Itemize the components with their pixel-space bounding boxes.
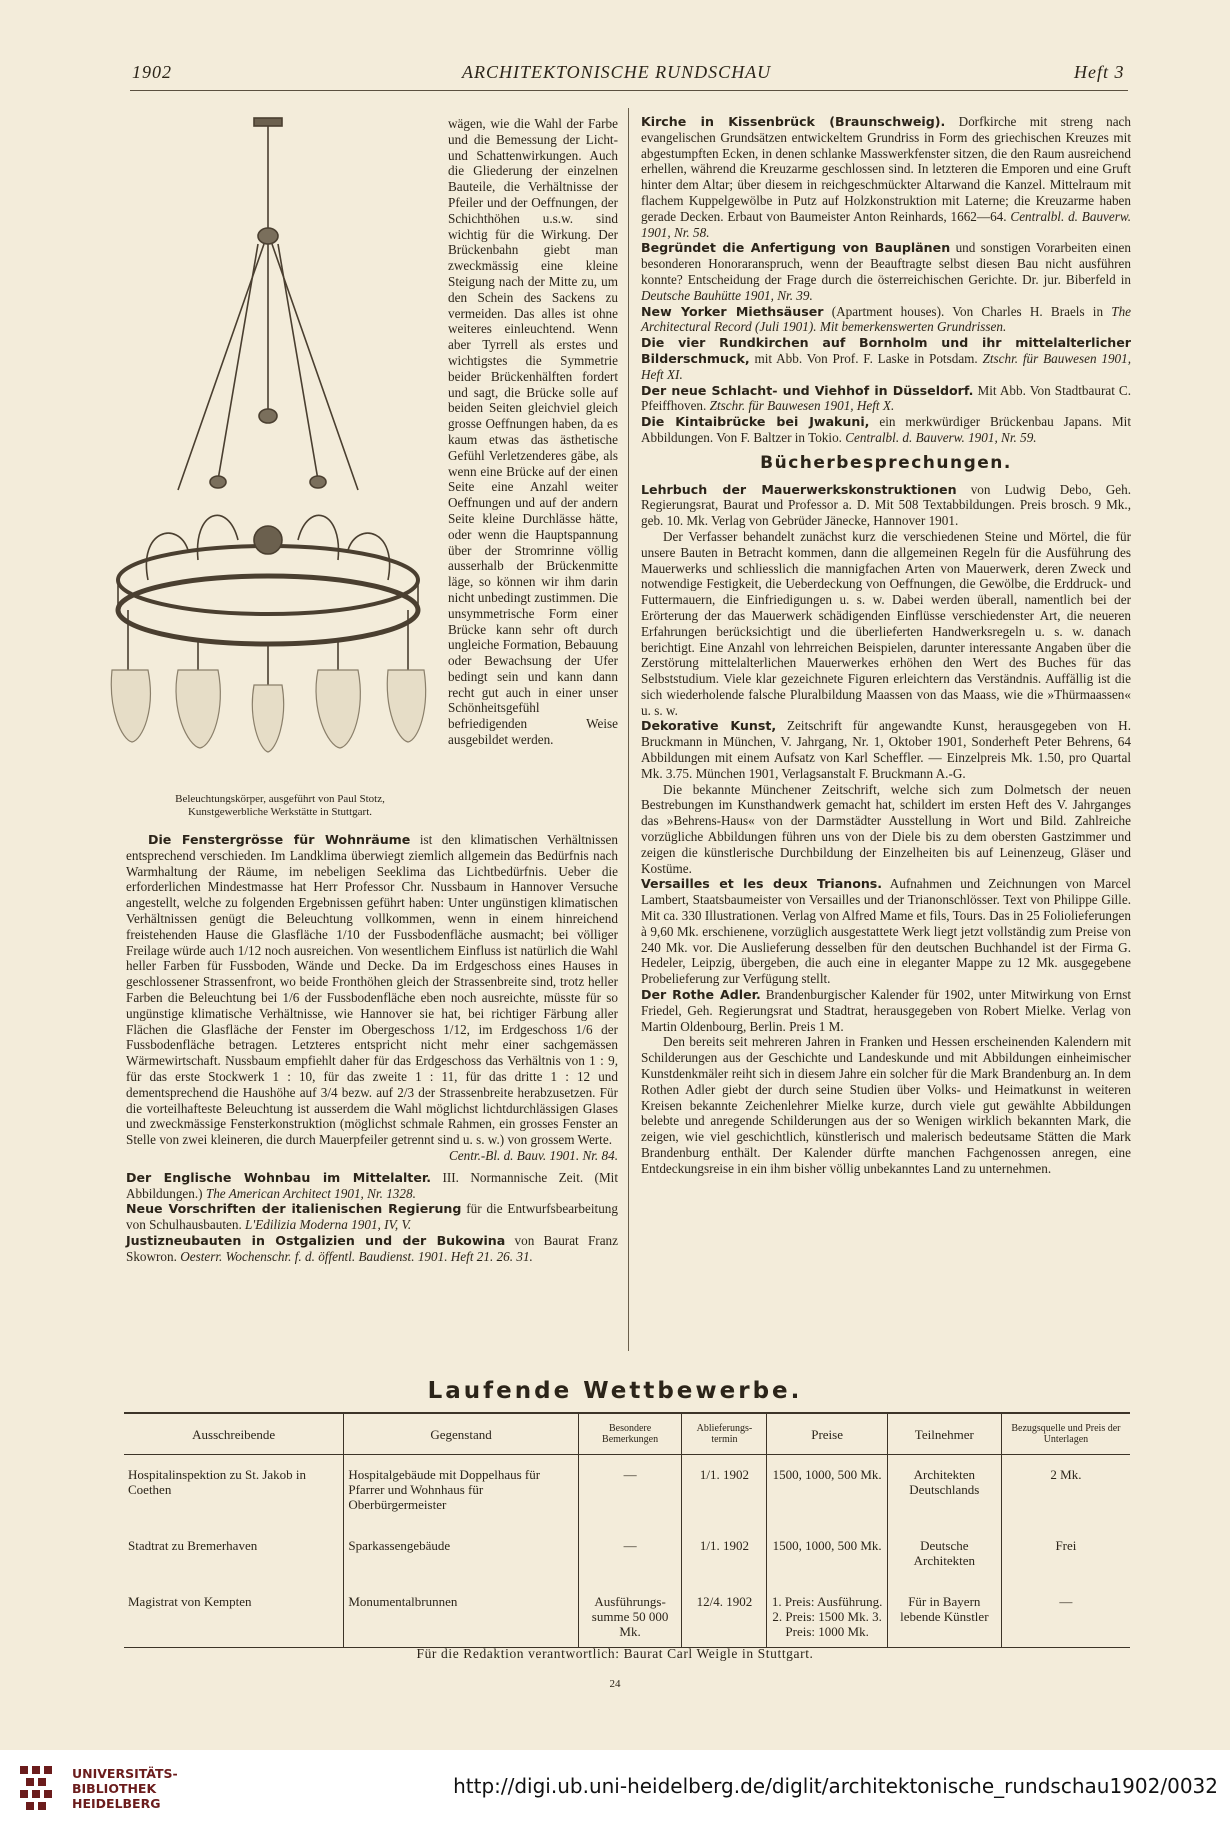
book-mauerwerk-review: Der Verfasser behandelt zunächst kurz die verschiedenen Steine und Mörtel, die für unsere Bauten in Betracht kommen, dann die allgemeinen Regeln für die Ausführung des Mauerwerks und schliesslich die mannigfachen Arten von Mauerwerk, deren Zweck und notwendige Festigkeit, die Ueberdeckung von Oeffnungen, die Gewölbe, die Erddruck- und Futtermauern, die Einfriedigungen u. s. w. Dabei werden überall, namentlich bei der Erörterung der das Mauerwerk schädigenden Einflüsse verschiedenster Art, die neueren Erfahrungen berücksichtigt und die überlieferten Handwerksregeln u. s. w. danach berichtigt. Eine Anzahl von lehrreichen Beispielen, darunter interessante Angaben über die Zerstörung mittelalterlichen Mauerwerkes erhöhen den Wert des Buches für das Selbststudium. Viele klar gezeichnete Figuren erleichtern das Verständnis. Auffällig ist die sich wiederholende falsche Pluralbildung Maassen von das Maass, wie die »Thürmaassen« u. s. w.: [641, 528, 1131, 718]
bridge-article-continuation: wägen, wie die Wahl der Farbe und die Bemessung der Licht- und Schattenwirkungen. Auch die Gliederung der einzelnen Bauteile, die Verhältnisse der Pfeiler und der Oeffnungen, der Schichthöhen u.s.w. sind wichtig für die Wirkung. Der Brückenbahn giebt man zweckmässig eine kleine Steigung nach der Mitte zu, um den Schein des Sackens zu vermeiden. Das alles ist ohne weiteres einleuchtend. Wenn aber Tyrrell als erstes und wichtigstes die Symmetrie beider Brückenhälften fordert und sagt, die Brücke solle auf beiden Seiten gleichviel gleich grosse Oeffnungen haben, da es kaum etwas das ästhetische Gefühl Verletzenderes gäbe, als wenn eine Brücke auf der einen Seite eine Anzahl weiter Oeffnungen und auf der andern Seite kleine Durchlässe hätte, oder wenn die Hauptspannung über der Stromrinne völlig ausserhalb der Brückenmitte läge, so können wir ihm darin nicht unbedingt zustimmen. Die unsymmetrische Form einer Brücke kann sehr oft durch ungleiche Formation, Bebauung oder Bewachsung der Ufer bedingt sein und kann dann recht gut auch in einer unser Schönheitsgefühl befriedigenden Weise ausgebildet werden.: [448, 116, 618, 748]
table-header-row: [124, 1413, 1130, 1455]
col-header-termin: Ablieferungs-termin: [682, 1413, 767, 1455]
book-mauerwerk: Lehrbuch der Mauerwerkskonstruktionen von Ludwig Debo, Geh. Regierungsrat, Baurat und Professor a. D. Mit 508 Textabbildungen. Preis brosch. 9 Mk., geb. 10. Mk. Verlag von Gebrüder Jänecke, Hannover 1901.: [641, 481, 1132, 529]
right-entry-bornholm: Die vier Rundkirchen auf Bornholm und ihr mittelalterlicher Bilderschmuck, mit Abb. Von Prof. F. Laske in Potsdam. Ztschr. für Bauwesen 1901, Heft XI.: [641, 335, 1132, 382]
right-entry-bauplaene: Begründet die Anfertigung von Bauplänen und sonstigen Vorarbeiten einen besonderen Honoraranspruch, wenn der Beauftragte selbst diesen Bau nicht ausführen konnte? Entscheidung der Frage durch die österreichischen Gerichte. Dr. jur. Biberfeld in Deutsche Bauhütte 1901, Nr. 39.: [641, 240, 1131, 303]
table-row: Hospitalinspektion zu St. Jakob in Coethen Hospitalgebäude mit Doppelhaus für Pfarrer und Wohnhaus für Oberbürgermeister — 1/1. 1902 1500, 1000, 500 Mk. Architekten Deutschlands 2 Mk.: [124, 1455, 1130, 1539]
right-entry-kissenbrueck: Kirche in Kissenbrück (Braunschweig). Dorfkirche mit streng nach evangelischen Grundsätzen entwickeltem Grundriss in Form des griechischen Kreuzes mit abgestumpften Ecken, in denen schlanke Masswerkfenster sitzen, die den Raum ausreichend erhellen, während die Kreuzarme geschlossen sind. In letzteren die Emporen und eine Gruft hinter dem Altar; über diesem in reichgeschmückter Altarwand die Kanzel. Mittelraum mit flachem Kuppelgewölbe in Putz auf Holzkonstruktion mit Laterne; die Kreuzarme haben gerade Decken. Erbaut von Baumeister Anton Reinhards, 1662—64. Centralbl. d. Bauverw. 1901, Nr. 58.: [641, 114, 1132, 240]
left-column-lower: [126, 832, 618, 1265]
window-size-source: Centr.-Bl. d. Bauv. 1901. Nr. 84.: [449, 1147, 618, 1163]
right-entry-kintai: Die Kintaibrücke bei Jwakuni, ein merkwürdiger Brückenbau Japans. Mit Abbildungen. Von F. Baltzer in Tokio. Centralbl. d. Bauverw. 1901, Nr. 59.: [641, 414, 1132, 445]
library-logo-icon: [16, 1760, 60, 1820]
col-header-preise: Preise: [767, 1413, 887, 1455]
col-header-ausschreibende: Ausschreibende: [124, 1413, 344, 1455]
editor-note: Für die Redaktion verantwortlich: Baurat Carl Weigle in Stuttgart.: [416, 1646, 814, 1661]
window-size-article: [126, 832, 618, 1148]
col-header-bemerkungen: Besondere Bemerkungen: [578, 1413, 682, 1455]
right-entry-new-york: New Yorker Miethsäuser (Apartment houses). Von Charles H. Braels in The Architectural Record (Juli 1901). Mit bemerkenswerten Grundrissen.: [641, 303, 1132, 335]
left-entry-italian-regulations: Neue Vorschriften der italienischen Regierung für die Entwurfsbearbeitung von Schulhausbauten. L'Edilizia Moderna 1901, IV, V.: [126, 1201, 618, 1233]
library-footer-bar: [0, 1750, 1230, 1830]
window-size-text: ist den klimatischen Verhältnissen entsprechend verschieden. Im Landklima überwiegt ziemlich allgemein das Bedürfnis nach Warmhaltung der Räume, im nebeligen Seeklima das Lichtbedürfnis. Ueber die erforderlichen Mindestmasse hat Herr Professor Chr. Nussbaum in Hannover Versuche angestellt, welche zu folgenden Ergebnissen geführt haben: Unter ungünstigen klimatischen Verhältnissen genügt die Beleuchtung vollkommen, wenn in einem hinreichend freistehenden Hause die Glasfläche 1/10 der Fussbodenfläche ausmacht; bei völliger Freilage würde auch 1/12 noch ausreichen. Von wesentlichem Einfluss ist natürlich die Wahl heller Farben für Fussboden, Wände und Decke. Da im Erdgeschoss eines Hauses in geschlossener Strassenfront, wo beide Fronthöhen gleich der Strassenbreite sind, trotz heller Farben die Beleuchtung bei 1/6 der Fussbodenfläche eben noch ausreichte, müsste für so ungünstige klimatische Verhältnisse, wie Hannover sie hat, bei richtiger Färbung aller Flächen die Glasfläche der Fenster im Obergeschoss 1/12, im Erdgeschoss 1/6 der Fussbodenfläche betragen. Letzteres entspricht nicht mehr einer sachgemässen Wärmewirtschaft. Nussbaum empfiehlt daher für das Erdgeschoss das Verhältnis von 1 : 9, für das erste Stockwerk 1 : 10, für das zweite 1 : 11, für das dritte 1 : 12 und dementsprechend die Haushöhe auf 3/4 bezw. auf 2/3 der Strassenbreite herabzusetzen. Für die vorteilhafteste Beleuchtung ist ausserdem die Wahl möglichst lichtdurchlässigen Glases und zweckmässige Fensterkonstruktion (möglichst schmale Rahmen, ein grosses Fenster an Stelle von zwei kleineren, die durch Mauerpfeiler getrennt sind u. s. w.) von grossem Werte.: [126, 832, 619, 1148]
table-row: Magistrat von Kempten Monumentalbrunnen Ausführungs-summe 50 000 Mk. 12/4. 1902 1. Preis: Ausführung. 2. Preis: 1500 Mk. 3. Preis: 1000 Mk. Für in Bayern lebende Künstler —: [124, 1594, 1130, 1648]
window-size-title: Die Fenstergrösse für Wohnräume: [148, 832, 411, 847]
column-divider: [628, 108, 629, 1351]
book-rothe-adler-review: Den bereits seit mehreren Jahren in Franken und Hessen erscheinenden Kalendern mit Schilderungen aus der Geschichte und Landeskunde und mit Abbildungen einheimischer Kunstdenkmäler reiht sich in diesem Jahre ein solcher für die Mark Brandenburg an. In dem Rothen Adler giebt der durch seine Studien über Volks- und Heimatkunst in weiteren Kreisen bekannte Zeichenlehrer Mielke kurze, durch viele gut gewählte Abbildungen belebte und anregende Schilderungen aus der so Wenigen wirklich bekannten Mark, die zeigen, wie viel geschichtlich, künstlerisch und malerisch bedeutsame Stätten die Mark Brandenburg enthält. Der Kalender dürfte manchen Fachgenossen anregen, eine Entdeckungsreise in ein ihm bisher völlig unbekanntes Land zu unternehmen.: [641, 1034, 1131, 1176]
right-column: [641, 114, 1131, 1177]
header-journal: ARCHITEKTONISCHE RUNDSCHAU: [462, 62, 772, 82]
book-rothe-adler: Der Rothe Adler. Brandenburgischer Kalender für 1902, unter Mitwirkung von Ernst Friedel, Geh. Regierungsrat und Stadtrat, herausgegeben von Robert Mielke. Verlag von Martin Oldenbourg, Berlin. Preis 1 M.: [641, 987, 1132, 1034]
book-dekorative-kunst: Dekorative Kunst, Zeitschrift für angewandte Kunst, herausgegeben von H. Bruckmann in München, V. Jahrgang, Nr. 1, Oktober 1901, Sonderheft Peter Behrens, 64 Abbildungen mit einem Aufsatz von Karl Scheffler. — Einzelpreis Mk. 1.50, pro Quartal Mk. 3.75. München 1901, Verlagsanstalt F. Bruckmann A.-G.: [641, 718, 1131, 781]
left-entry-justice-buildings: Justizneubauten in Ostgalizien und der Bukowina von Baurat Franz Skowron. Oesterr. Wochenschr. f. d. öffentl. Baudienst. 1901. Heft 21. 26. 31.: [126, 1232, 619, 1264]
competitions-table: [124, 1412, 1130, 1648]
right-entry-duesseldorf: Der neue Schlacht- und Viehhof in Düsseldorf. Mit Abb. Von Stadtbaurat C. Pfeiffhoven. Ztschr. für Bauwesen 1901, Heft X.: [641, 382, 1132, 414]
competitions-title: Laufende Wettbewerbe.: [427, 1378, 803, 1404]
col-header-teilnehmer: Teilnehmer: [887, 1413, 1001, 1455]
page-number: 24: [609, 1678, 621, 1690]
left-entry-english-housing: Der Englische Wohnbau im Mittelalter. III. Normannische Zeit. (Mit Abbildungen.) The American Architect 1901, Nr. 1328.: [126, 1169, 618, 1201]
header-rule: [130, 90, 1128, 91]
book-dekorative-kunst-review: Die bekannte Münchener Zeitschrift, welche sich zum Dolmetsch der neuen Bestrebungen im Kunsthandwerk gemacht hat, schildert im ersten Heft des V. Jahrganges das »Behrens-Haus« von der Darmstädter Ausstellung in Wort und Bild. Zahlreiche vorzügliche Abbildungen führen uns von der Diele bis zu dem obersten Gastzimmer und zeigen die künstlerische Durchbildung der Einzelheiten bis auf Leinenzeug, Gläser und Kostüme.: [641, 781, 1131, 876]
illustration-caption: Beleuchtungskörper, ausgeführt von Paul Stotz, Kunstgewerbliche Werkstätte in Stuttgart.: [175, 793, 385, 818]
chandelier-illustration: [108, 110, 442, 782]
col-header-bezugsquelle: Bezugsquelle und Preis der Unterlagen: [1001, 1413, 1130, 1455]
col-header-gegenstand: Gegenstand: [344, 1413, 578, 1455]
table-row: Stadtrat zu Bremerhaven Sparkassengebäude — 1/1. 1902 1500, 1000, 500 Mk. Deutsche Architekten Frei: [124, 1538, 1130, 1594]
library-name: UNIVERSITÄTS- BIBLIOTHEK HEIDELBERG: [72, 1766, 178, 1811]
book-versailles: Versailles et les deux Trianons. Aufnahmen und Zeichnungen von Marcel Lambert, Staatsbaumeister von Versailles und der Trianonschlösser. Text von Philippe Gille. Mit ca. 330 Illustrationen. Verlag von Alfred Mame et fils, Tours. Das in 25 Foliolieferungen à 9,60 Mk. erschienene, vorzüglich ausgestattete Werk liegt jetzt vollständig zum Preise von 240 Mk. vor. Die Auslieferung desselben für den deutschen Buchhandel ist der Firma G. Hedeler, Leipzig, übergeben, die auch eine in eleganter Mappe zu 12 Mk. ausgegebene Probelieferung zur Verfügung stellt.: [641, 876, 1131, 987]
book-reviews-heading: Bücherbesprechungen.: [760, 452, 1012, 473]
header-year: 1902: [132, 62, 172, 82]
header-issue: Heft 3: [1074, 62, 1125, 82]
source-url-link[interactable]: http://digi.ub.uni-heidelberg.de/diglit/architektonische_rundschau1902/0032: [453, 1774, 1218, 1798]
